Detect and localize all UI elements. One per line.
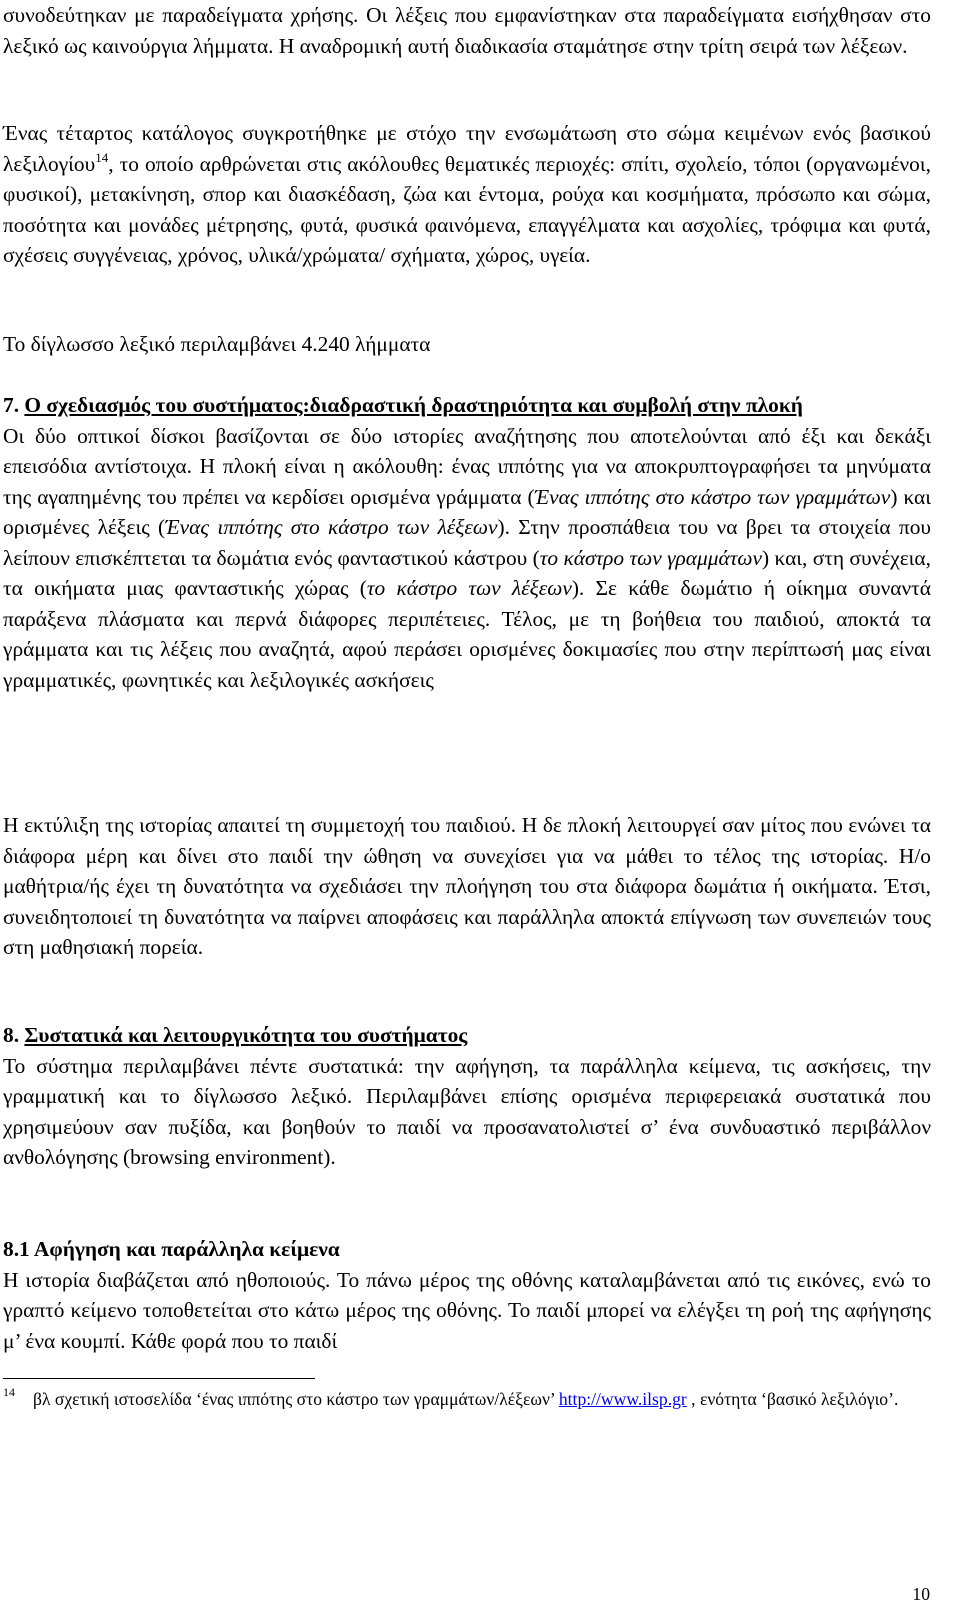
italic-title: το κάστρο των γραμμάτων [539,545,762,570]
section-7 [3,390,931,695]
footnote-mark: 14 [3,1385,15,1399]
footnote-text: , ενότητα ‘βασικό λεξιλόγιο’. [686,1389,899,1409]
footnote-reference: 14 [95,149,109,165]
footnote [3,1386,931,1412]
section-8-heading [3,1020,931,1051]
footnote-separator [3,1378,315,1379]
intro-paragraph-2 [3,118,931,271]
italic-title: Ένας ιππότης στο κάστρο των λέξεων [165,515,498,539]
section-8-1-paragraph-1: Η ιστορία διαβάζεται από ηθοποιούς. Το πάνω μέρος της οθόνης καταλαμβάνεται από τις εικόνες, ενώ το γραπτό κείμενο τοποθετείται στο κάτω μέρος της οθόνης. Το παιδί μπορεί να ελέγξει τη ροή της αφήγησης μ’ ένα κουμπί. Κάθε φορά που το παιδί [3,1267,931,1353]
section-number: 7. [3,393,25,417]
intro-paragraph-1 [3,0,931,61]
section-8-1 [3,1234,931,1356]
section-title: Ο σχεδιασμός του συστήματος:διαδραστική δραστηριότητα και συμβολή στην πλοκή [24,393,803,417]
section-7-paragraph-2: Η εκτύλιξη της ιστορίας απαιτεί τη συμμετοχή του παιδιού. Η δε πλοκή λειτουργεί σαν μίτος που ενώνει τα διάφορα μέρη και δίνει στο παιδί την ώθηση να συνεχίσει για να μάθει το τέλος της ιστορίας. Η/ο μαθήτρια/ής έχει τη δυνατότητα να σχεδιάσει την πλοήγηση του στα διάφορα δωμάτια ή οικήματα. Έτσι, συνειδητοποιεί τη δυνατότητα να παίρνει αποφάσεις και παράλληλα αποκτά επίγνωση των συνεπειών τους στη μαθησιακή πορεία. [3,813,931,959]
section-title: Συστατικά και λειτουργικότητα του συστήματος [24,1023,468,1047]
intro-text: συνοδεύτηκαν με παραδείγματα χρήσης. Οι λέξεις που εμφανίστηκαν στα παραδείγματα εισήχθησαν στο λεξικό ως καινούργια λήμματα. Η αναδρομική αυτή διαδικασία σταμάτησε στην τρίτη σειρά των λέξεων. [3,3,931,58]
section-number: 8. [3,1023,25,1047]
intro-paragraph-3 [3,329,931,360]
section-7-heading [3,390,931,421]
italic-title: το κάστρο των λέξεων [366,576,572,600]
intro-text-part: , το οποίο αρθρώνεται στις ακόλουθες θεματικές περιοχές: σπίτι, σχολείο, τόποι (οργανωμένοι, φυσικοί), μετακίνηση, σπορ και διασκέδαση, ζώα και έντομα, ρούχα και κοσμήματα, πρόσωπο και σώμα, ποσότητα και μονάδες μέτρησης, φυτά, φυσικά φαινόμενα, επαγγέλματα και ασχολίες, τρόφιμα και φυτά, σχέσεις συγγένειας, χρόνος, υλικά/χρώματα/ σχήματα, χώρος, υγεία. [3,151,931,267]
footnote-text: βλ σχετική ιστοσελίδα ‘ένας ιππότης στο κάστρο των γραμμάτων/λέξεων’ [33,1389,559,1409]
section-7-paragraph-1: Οι δύο οπτικοί δίσκοι βασίζονται σε δύο ιστορίες αναζήτησης που αποτελούνται από έξι και δεκάξι επεισόδια αντίστοιχα. Η πλοκή είναι η ακόλουθη: ένας ιππότης για να αποκρυπτογραφήσει τα μηνύματα της αγαπημένης του πρέπει να κερδίσει ορισμένα γράμματα (Ένας ιππότης στο κάστρο των γραμμάτων) και ορισμένες λέξεις (Ένας ιππότης στο κάστρο των λέξεων). Στην προσπάθεια του να βρει τα στοιχεία που λείπουν επισκέπτεται τα δωμάτια ενός φανταστικού κάστρου (το κάστρο των γραμμάτων) και, στη συνέχεια, τα οικήματα μιας φανταστικής χώρας (το κάστρο των λέξεων). Σε κάθε δωμάτιο ή οίκημα συναντά παράξενα πλάσματα και περνά διάφορες περιπέτειες. Τέλος, με τη βοήθεια του παιδιού, αποκτά τα γράμματα και τις λέξεις που αναζητά, αφού περάσει ορισμένες δοκιμασίες που στην περίπτωσή μας είναι γραμματικές, φωνητικές και λεξιλογικές ασκήσεις [3,423,931,692]
lexicon-count-text: Το δίγλωσσο λεξικό περιλαμβάνει 4.240 λήμματα [3,332,431,356]
section-8 [3,1020,931,1173]
page-number: 10 [912,1584,930,1604]
section-8-paragraph-1: Το σύστημα περιλαμβάνει πέντε συστατικά: την αφήγηση, τα παράλληλα κείμενα, τις ασκήσεις, την γραμματική και το δίγλωσσο λεξικό. Περιλαμβάνει επίσης ορισμένα περιφερειακά συστατικά που χρησιμεύουν σαν πυξίδα, και βοηθούν το παιδί να προσανατολιστεί σ’ ένα συνδυαστικό περιβάλλον ανθολόγησης (browsing environment). [3,1053,931,1169]
italic-title: Ένας ιππότης στο κάστρο των γραμμάτων [534,484,891,509]
intro-text-part: Ένας τέταρτος κατάλογος συγκροτήθηκε με στόχο την ενσωμάτωση στο σώμα κειμένων ενός βασικού λεξιλογίου [3,121,931,176]
website-link[interactable]: http://www.ilsp.gr [558,1389,687,1409]
section-8-1-heading: 8.1 Αφήγηση και παράλληλα κείμενα [3,1237,340,1261]
